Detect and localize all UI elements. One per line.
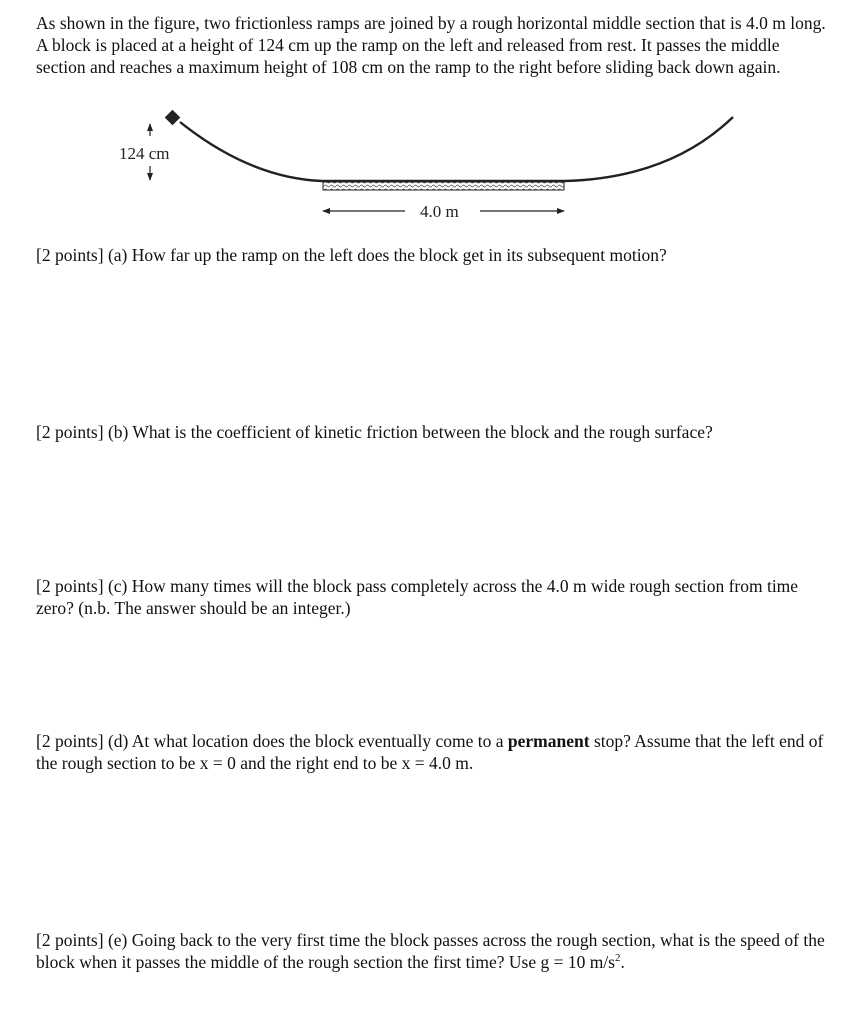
question-e-text-end: . — [620, 952, 625, 972]
question-a: [2 points] (a) How far up the ramp on the left does the block get in its subsequent motion? — [36, 245, 667, 265]
question-e-text: [2 points] (e) Going back to the very first time the block passes across the rough section, what is the speed of the block when it passes the middle of the rough section the first time? Use g = 10 m/s — [36, 930, 825, 972]
question-c: [2 points] (c) How many times will the block pass completely across the 4.0 m wide rough section from time zero? (n.b. The answer should be an integer.) — [36, 576, 799, 618]
height-label: 124 cm — [119, 144, 170, 163]
question-d-text-end: stop? Assume that the left end of the rough section to be x = 0 and the right end to be x = 4.0 m. — [36, 731, 824, 773]
question-d-emphasis: permanent — [507, 731, 590, 751]
question-b: [2 points] (b) What is the coefficient of kinetic friction between the block and the rough surface? — [36, 422, 713, 442]
length-label: 4.0 m — [420, 202, 459, 221]
ramp-figure — [0, 0, 857, 240]
block — [165, 110, 181, 126]
problem-statement: As shown in the figure, two frictionless ramps are joined by a rough horizontal middle section that is 4.0 m long. A block is placed at a height of 124 cm up the ramp on the left and released from rest. It passes the middle section and reaches a maximum height of 108 cm on the ramp to the right before sliding back down again. — [36, 13, 826, 77]
left-ramp — [180, 122, 322, 181]
question-e-exponent: 2 — [615, 952, 621, 965]
rough-section — [323, 182, 564, 190]
question-d-text: [2 points] (d) At what location does the block eventually come to a — [36, 731, 508, 751]
question-d — [36, 730, 826, 774]
question-e — [36, 929, 826, 973]
right-ramp — [565, 117, 733, 181]
